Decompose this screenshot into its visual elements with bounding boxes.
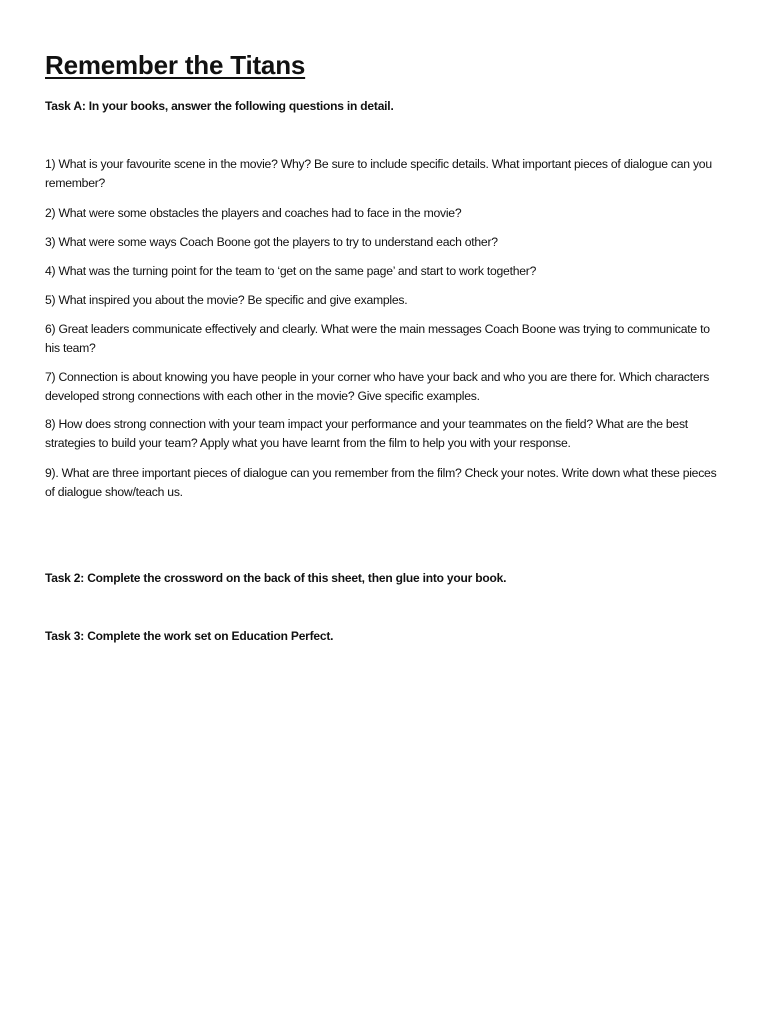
question-1: 1) What is your favourite scene in the movie? Why? Be sure to include specific details. What important pieces of dialogue can you remember? xyxy=(45,157,712,190)
question-8: 8) How does strong connection with your team impact your performance and your teammates on the field? What are the best strategies to build your team? Apply what you have learnt from the film to help you with your response. xyxy=(45,417,688,450)
task-a-heading: Task A: In your books, answer the following questions in detail. xyxy=(45,99,394,113)
question-9: 9). What are three important pieces of dialogue can you remember from the film? Check your notes. Write down what these pieces of dialogue show/teach us. xyxy=(45,466,717,499)
question-5: 5) What inspired you about the movie? Be specific and give examples. xyxy=(45,293,408,307)
question-2: 2) What were some obstacles the players and coaches had to face in the movie? xyxy=(45,206,462,220)
task-2-heading: Task 2: Complete the crossword on the back of this sheet, then glue into your book. xyxy=(45,571,507,585)
question-4: 4) What was the turning point for the team to ‘get on the same page’ and start to work together? xyxy=(45,264,537,278)
question-6: 6) Great leaders communicate effectively and clearly. What were the main messages Coach Boone was trying to communicate to his team? xyxy=(45,322,710,355)
page-title: Remember the Titans xyxy=(45,50,306,80)
question-7: 7) Connection is about knowing you have people in your corner who have your back and who you are there for. Which characters developed strong connections with each other in the movie? Give specific examples. xyxy=(45,370,710,403)
task-3-heading: Task 3: Complete the work set on Education Perfect. xyxy=(45,629,334,643)
question-3: 3) What were some ways Coach Boone got the players to try to understand each other? xyxy=(45,235,498,249)
